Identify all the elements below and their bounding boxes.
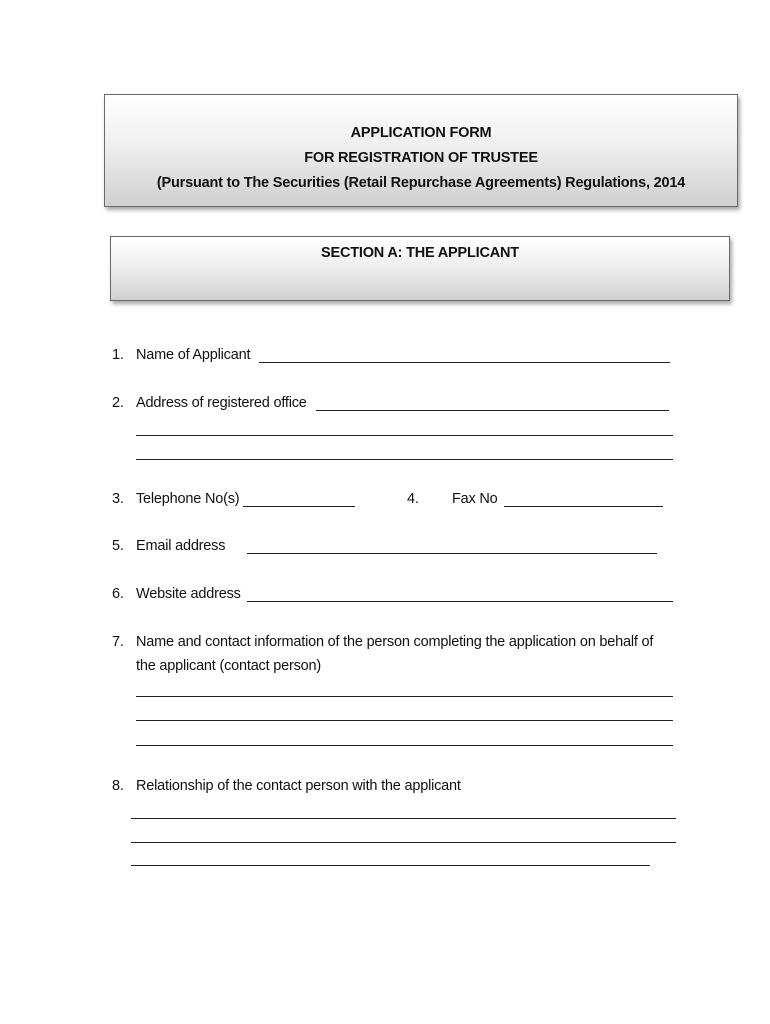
telephone-field[interactable]: [243, 506, 355, 507]
email-label: Email address: [136, 538, 226, 554]
form-title-box: [104, 94, 738, 207]
item-4-number: 4.: [407, 491, 419, 507]
relationship-field-line-2[interactable]: [131, 842, 676, 843]
item-7-number: 7.: [112, 634, 124, 650]
name-of-applicant-label: Name of Applicant: [136, 347, 251, 363]
website-field[interactable]: [247, 601, 673, 602]
form-regulation-reference: (Pursuant to The Securities (Retail Repurchase Agreements) Regulations, 2014: [156, 175, 686, 191]
item-2-number: 2.: [112, 395, 124, 411]
section-a-box: [110, 236, 730, 301]
item-5-number: 5.: [112, 538, 124, 554]
fax-label: Fax No: [452, 491, 498, 507]
relationship-field-line-1[interactable]: [131, 818, 676, 819]
relationship-field-line-3[interactable]: [131, 865, 650, 866]
registered-office-label: Address of registered office: [136, 395, 307, 411]
contact-person-field-line-3[interactable]: [136, 745, 673, 746]
contact-person-field-line-1[interactable]: [136, 696, 673, 697]
registered-office-field-line-3[interactable]: [136, 459, 673, 460]
telephone-label: Telephone No(s): [136, 491, 240, 507]
contact-person-field-line-2[interactable]: [136, 720, 673, 721]
contact-person-label-line-1: Name and contact information of the person completing the application on behalf of: [136, 634, 654, 650]
relationship-label: Relationship of the contact person with the applicant: [136, 778, 461, 794]
form-subtitle: FOR REGISTRATION OF TRUSTEE: [304, 150, 538, 166]
contact-person-label-line-2: the applicant (contact person): [136, 658, 322, 674]
fax-field[interactable]: [504, 506, 663, 507]
section-title: SECTION A: THE APPLICANT: [321, 245, 519, 261]
item-3-number: 3.: [112, 491, 124, 507]
name-of-applicant-field[interactable]: [259, 362, 670, 363]
item-1-number: 1.: [112, 347, 124, 363]
registered-office-field-line-2[interactable]: [136, 435, 673, 436]
form-title: APPLICATION FORM: [350, 125, 492, 141]
item-6-number: 6.: [112, 586, 124, 602]
item-8-number: 8.: [112, 778, 124, 794]
website-label: Website address: [136, 586, 241, 602]
registered-office-field-line-1[interactable]: [316, 410, 669, 411]
email-field[interactable]: [247, 553, 657, 554]
